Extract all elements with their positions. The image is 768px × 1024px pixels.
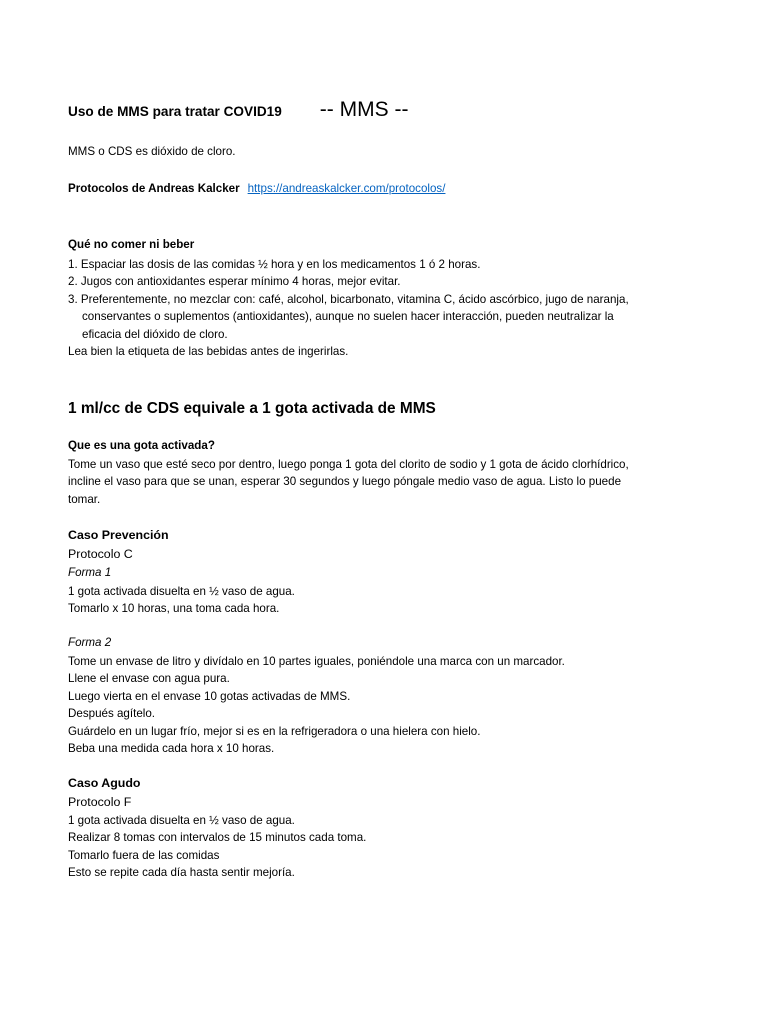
intro-text: MMS o CDS es dióxido de cloro.	[68, 145, 236, 158]
paragraph-line: 1 gota activada disuelta en ½ vaso de agua.	[68, 814, 295, 827]
list-item: 3. Preferentemente, no mezclar con: café, alcohol, bicarbonato, vitamina C, ácido ascórbico, jugo de naranja,	[68, 292, 629, 306]
paragraph-line: Tomarlo fuera de las comidas	[68, 848, 220, 862]
paragraph-line: Tome un vaso que esté seco por dentro, luego ponga 1 gota del clorito de sodio y 1 gota de ácido clorhídrico,	[68, 458, 629, 471]
paragraph-line: Llene el envase con agua pura.	[68, 672, 230, 686]
title-row	[68, 98, 408, 122]
protocols-link[interactable]: https://andreaskalcker.com/protocolos/	[247, 182, 446, 195]
paragraph-line: Luego vierta en el envase 10 gotas activadas de MMS.	[68, 689, 351, 703]
list-item-continuation: conservantes o suplementos (antioxidantes), aunque no suelen hacer interacción, pueden neutralizar la	[82, 310, 614, 324]
protocols-label: Protocolos de Andreas Kalcker	[68, 182, 240, 195]
no-comer-list	[68, 256, 629, 360]
list-item: 1. Espaciar las dosis de las comidas ½ hora y en los medicamentos 1 ó 2 horas.	[68, 258, 481, 271]
equivalence-heading: 1 ml/cc de CDS equivale a 1 gota activada de MMS	[68, 400, 436, 417]
forma1-label: Forma 1	[68, 566, 112, 579]
paragraph-line: Guárdelo en un lugar frío, mejor si es en la refrigeradora o una hielera con hielo.	[68, 724, 481, 738]
paragraph-line: Realizar 8 tomas con intervalos de 15 minutos cada toma.	[68, 831, 367, 845]
note-text: Lea bien la etiqueta de las bebidas antes de ingerirlas.	[68, 345, 349, 359]
forma2-label: Forma 2	[68, 636, 112, 649]
prevencion-heading: Caso Prevención	[68, 528, 169, 542]
paragraph-line: Después agítelo.	[68, 707, 156, 721]
gota-text	[68, 456, 629, 508]
forma1-text	[68, 583, 295, 618]
paragraph-line: Esto se repite cada día hasta sentir mejoría.	[68, 866, 295, 880]
forma2-text	[68, 653, 565, 757]
paragraph-line: 1 gota activada disuelta en ½ vaso de agua.	[68, 585, 295, 598]
document-title: Uso de MMS para tratar COVID19	[68, 104, 282, 119]
list-item: 2. Jugos con antioxidantes esperar mínimo 4 horas, mejor evitar.	[68, 275, 401, 289]
prevencion-protocol: Protocolo C	[68, 547, 133, 561]
paragraph-line: Tome un envase de litro y divídalo en 10 partes iguales, poniéndole una marca con un marcador.	[68, 655, 565, 668]
paragraph-line: Tomarlo x 10 horas, una toma cada hora.	[68, 602, 280, 616]
paragraph-line: tomar.	[68, 492, 101, 506]
protocols-line	[68, 182, 445, 195]
mms-heading: -- MMS --	[319, 98, 409, 121]
agudo-heading: Caso Agudo	[68, 776, 141, 790]
paragraph-line: incline el vaso para que se unan, esperar 30 segundos y luego póngale medio vaso de agua. Listo lo puede	[68, 475, 622, 489]
paragraph-line: Beba una medida cada hora x 10 horas.	[68, 742, 275, 756]
gota-heading: Que es una gota activada?	[68, 439, 215, 452]
agudo-text	[68, 812, 366, 882]
list-item-continuation: eficacia del dióxido de cloro.	[82, 327, 228, 341]
agudo-protocol: Protocolo F	[68, 795, 132, 809]
no-comer-heading: Qué no comer ni beber	[68, 238, 195, 251]
